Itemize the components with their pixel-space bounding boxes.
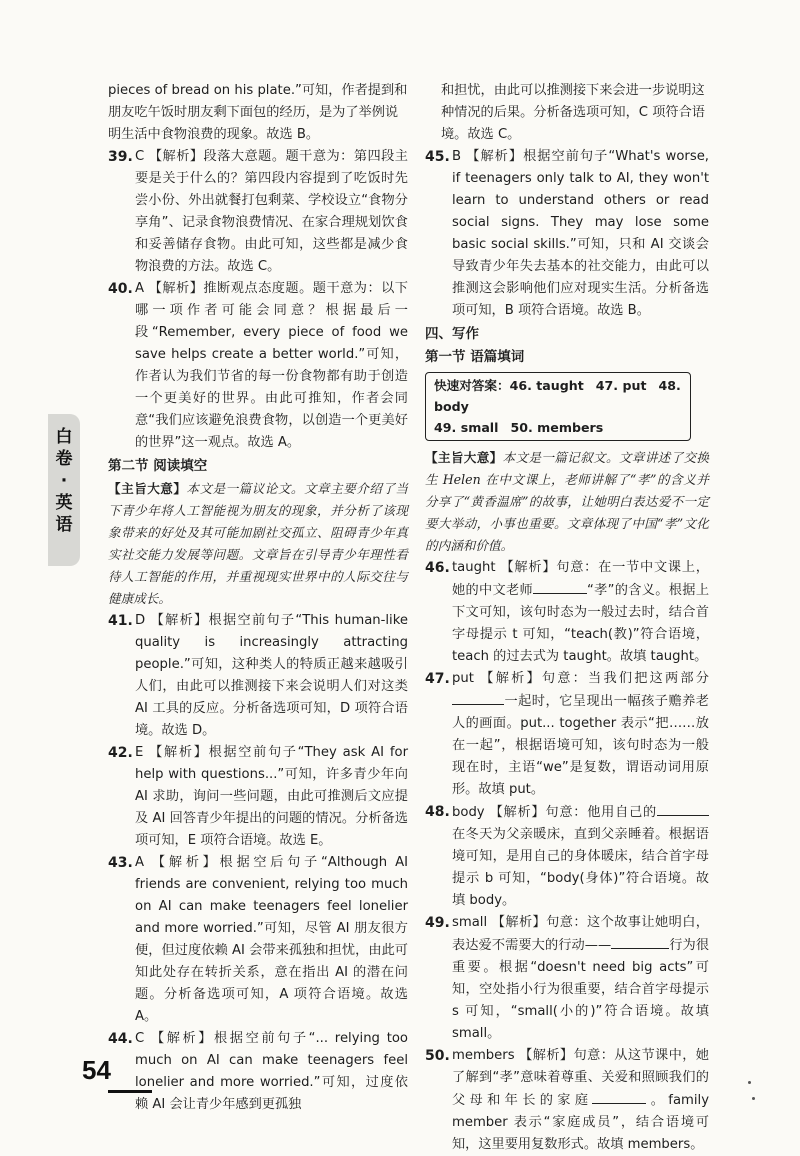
answer-text-after-blank: 一起时，它呈现出一幅孩子赡养老人的画面。put... together 表示“把……放在一起”，根据语境可知，该句时态为一般现在时，主语“we”是复数，谓语动词用原形。故填 put。 xyxy=(452,694,709,797)
side-tab xyxy=(48,414,80,566)
answer-text: E 【解析】根据空前句子“They ask AI for help with questions...”可知，许多青少年向 AI 求助，询问一些问题，由此可推测后文应提及 AI 回答青少年提出的问题的情况。分析备选项可知，E 项符合语境。故选 E。 xyxy=(135,745,408,848)
question-number: 43. xyxy=(108,855,133,871)
quick-answer-47: 47. put xyxy=(595,378,647,393)
summary-tag: 【主旨大意】 xyxy=(425,450,503,465)
margin-dot xyxy=(752,1097,755,1100)
answer-text-after-blank: 行为很重要。根据“doesn't need big acts”可知，空处指小行为很重要，结合首字母提示 s 可知，“small(小的)”符合语境。故填 small。 xyxy=(452,938,710,1041)
question-number: 40. xyxy=(108,281,133,297)
question-number: 50. xyxy=(425,1048,450,1064)
section-heading: 第一节 语篇填词 xyxy=(425,349,525,365)
summary-tag: 【主旨大意】 xyxy=(108,481,187,496)
answer-text-before-blank: taught 【解析】句意：在一节中文课上，她的中文老师 xyxy=(452,560,709,598)
quick-answer-46: 46. taught xyxy=(509,378,584,393)
answer-text-after-blank: “孝”的含义。根据上下文可知，该句时态为一般过去时，结合首字母提示 t 可知，“teach(教)”符合语境，teach 的过去式为 taught。故填 taught。 xyxy=(452,583,710,664)
quick-answer-50: 50. members xyxy=(510,420,604,435)
side-tab-label xyxy=(48,426,80,536)
answer-text-after-blank: 在冬天为父亲暖床，直到父亲睡着。根据语境可知，是用自己的身体暖床，结合首字母提示 b 可知，“body(身体)”符合语境。故填 body。 xyxy=(452,827,709,908)
question-number: 39. xyxy=(108,149,133,165)
side-tab-char: 白 xyxy=(55,427,73,447)
side-tab-char: 语 xyxy=(55,515,73,535)
side-tab-char: 卷 xyxy=(55,449,73,469)
margin-dot xyxy=(748,1081,751,1084)
summary-text: 本文是一篇议论文。文章主要介绍了当下青少年将人工智能视为朋友的现象，并分析了该现象带来的好处及其可能加剧社交孤立、阻碍青少年真实社交能力发展等问题。文章旨在引导青少年理性看待人工智能的作用，并重视现实世界中的人际交往与健康成长。 xyxy=(108,481,409,606)
summary-text: 本文是一篇记叙文。文章讲述了交换生 Helen 在中文课上，老师讲解了“孝”的含义并分享了“黄香温席”的故事，让她明白表达爱不一定要大举动，小事也重要。文章体现了中国“孝”文化的内涵和价值。 xyxy=(425,450,710,553)
side-tab-char: · xyxy=(60,471,68,491)
fill-blank xyxy=(657,801,709,816)
question-number: 44. xyxy=(108,1031,133,1047)
section-heading: 第二节 阅读填空 xyxy=(108,458,208,474)
answer-text: B 【解析】根据空前句子“What's worse, if teenagers only talk to AI, they won't learn to understand others or read social signs. They may lose some basic social skills.”可知，只和 AI 交谈会导致青少年失去基本的社交能力，由此可以推测这会影响他们应对现实生活。分析备选项可知，B 项符合语境。故选 B。 xyxy=(452,149,709,318)
quick-answer-label: 快速对答案： xyxy=(434,378,510,393)
question-number: 48. xyxy=(425,804,450,820)
summary-paragraph xyxy=(108,478,408,610)
summary-paragraph xyxy=(425,447,709,557)
side-tab-char: 英 xyxy=(55,493,73,513)
answer-41 xyxy=(108,610,408,742)
answer-text: A 【解析】根据空后句子“Although AI friends are convenient, relying too much on AI can make teenagers feel lonelier and more worried.”可知，尽管 AI 朋友很方便，但过度依赖 AI 会带来孤独和担忧，由此可知此处存在转折关系，意在指出 AI 的潜在问题。分析备选项可知，A 项符合语境。故选 A。 xyxy=(135,855,408,1024)
page-number-rule xyxy=(108,1090,152,1093)
question-number: 49. xyxy=(425,915,450,931)
answer-text: C 【解析】段落大意题。题干意为：第四段主要是关于什么的？第四段内容提到了吃饭时先尝小份、外出就餐打包剩菜、学校设立“食物分享角”、记录食物浪费情况、在家合理规划饮食和妥善储存食物。由此可知，这些都是减少食物浪费的方法。故选 C。 xyxy=(135,149,408,274)
fill-blank xyxy=(611,934,669,949)
question-number: 42. xyxy=(108,745,133,761)
answer-44 xyxy=(108,1028,408,1116)
answer-42 xyxy=(108,742,408,852)
answer-text-before-blank: small 【解析】句意：这个故事让她明白，表达爱不需要大的行动—— xyxy=(452,915,709,953)
answer-text-after-blank: 。family member 表示“家庭成员”，结合语境可知，这里要用复数形式。故填 members。 xyxy=(452,1093,710,1152)
answer-text-before-blank: put 【解析】句意：当我们把这两部分 xyxy=(452,671,709,686)
continued-answer-38: pieces of bread on his plate.”可知，作者提到和朋友吃午饭时朋友剩下面包的经历，是为了举例说明生活中食物浪费的现象。故选 B。 xyxy=(108,83,408,142)
question-number: 46. xyxy=(425,560,450,576)
question-number: 47. xyxy=(425,671,450,687)
right-column xyxy=(425,80,709,1156)
answer-text-before-blank: members 【解析】句意：从这节课中，她了解到“孝”意味着尊重、关爱和照顾我们的父母和年长的家庭 xyxy=(452,1048,709,1108)
question-number: 41. xyxy=(108,613,133,629)
answer-45 xyxy=(425,146,709,322)
quick-answer-48: 48. body xyxy=(434,378,681,414)
answer-49 xyxy=(425,912,709,1045)
left-column xyxy=(108,80,408,1116)
answer-47 xyxy=(425,668,709,801)
part-heading: 四、写作 xyxy=(425,326,479,342)
quick-answer-box xyxy=(425,372,691,441)
continued-answer-44: 和担忧，由此可以推测接下来会进一步说明这种情况的后果。分析备选项可知，C 项符合语境。故选 C。 xyxy=(441,83,705,142)
answer-43 xyxy=(108,852,408,1028)
answer-50 xyxy=(425,1045,709,1156)
question-number: 45. xyxy=(425,149,450,165)
answer-48 xyxy=(425,801,709,912)
fill-blank xyxy=(452,690,504,705)
quick-answer-49: 49. small xyxy=(434,420,499,435)
answer-46 xyxy=(425,557,709,668)
answer-text: D 【解析】根据空前句子“This human-like quality is increasingly attracting people.”可知，这种类人的特质正越来越吸引人们，由此可以推测接下来会说明人们对这类 AI 工具的反应。分析备选项可知，D 项符合语境。故选 D。 xyxy=(135,613,408,738)
fill-blank xyxy=(592,1089,646,1104)
fill-blank xyxy=(533,579,587,594)
answer-40 xyxy=(108,278,408,454)
answer-text: C 【解析】根据空前句子“... relying too much on AI can make teenagers feel lonelier and more worried.”可知，过度依赖 AI 会让青少年感到更孤独 xyxy=(135,1031,408,1112)
page-number: 54 xyxy=(82,1055,111,1085)
answer-39 xyxy=(108,146,408,278)
answer-text: A 【解析】推断观点态度题。题干意为：以下哪一项作者可能会同意？根据最后一段“Remember, every piece of food we save helps create a better world.”可知，作者认为我们节省的每一份食物都有助于创造一个更美好的世界。由此可推知，作者会同意“我们应该避免浪费食物，以创造一个更美好的世界”这一观点。故选 A。 xyxy=(135,281,408,450)
answer-text-before-blank: body 【解析】句意：他用自己的 xyxy=(452,805,657,820)
